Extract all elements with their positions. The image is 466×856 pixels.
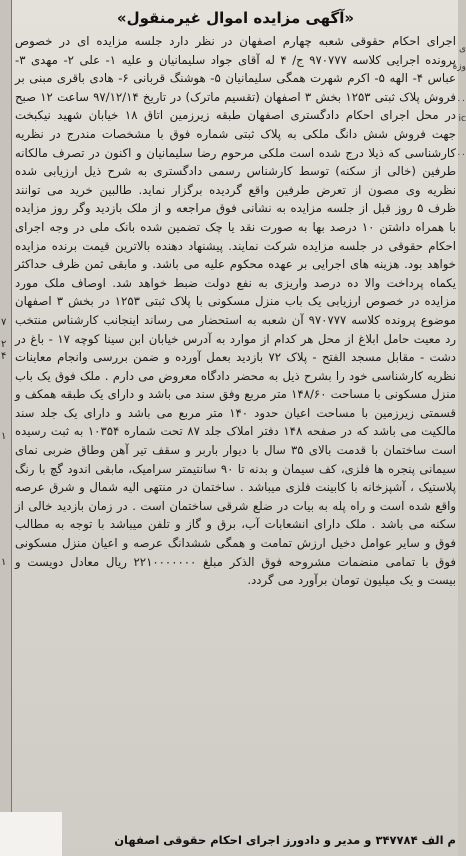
margin-digit: ۱ (1, 557, 7, 568)
margin-digit: ۷ (1, 317, 7, 328)
margin-fragment: ۰۰ (456, 150, 466, 160)
margin-fragment: ic (458, 114, 466, 124)
notice-headline: «آگهی مزایده اموال غیرمنقول» (116, 9, 355, 27)
margin-fragment: ۰۰ (456, 96, 466, 106)
margin-digit: ۲ (1, 339, 7, 350)
auction-notice (15, 6, 456, 854)
blank-corner (0, 812, 62, 856)
column-rule (11, 0, 12, 856)
margin-fragment: وزه (452, 62, 466, 72)
adjacent-column-right (452, 0, 466, 856)
notice-body: اجرای احکام حقوقی شعبه چهارم اصفهان در نظر دارد جلسه مزایده ای در خصوص پرونده اجرایی کلاسه ۹۷۰۷۷۷ ج/ ۴ له آقای جواد سلیمانیان و علیه ۱- علی ۲- مهدی ۳- عباس ۴- الهه ۵- اکرم شهرت همگی سلیمانیان ۵- هوشنگ قربانی ۶- هادی باقری مبنی بر فروش پلاک ثبتی ۱۲۵۳ بخش ۳ اصفهان (تقسیم ماترک) در تاریخ ۹۷/۱۲/۱۴ ساعت ۱۲ صبح در محل اجرای احکام دادگستری اصفهان طبقه زیرزمین اتاق ۱۸ خیابان شهید نیکبخت جهت فروش شش دانگ ملکی به پلاک ثبتی شماره فوق با مشخصات مندرج در نظریه کارشناسی که ذیلا درج شده است ملکی مرحوم رضا سلیمانیان و اکنون در تصرف مالکانه طرفین (خالی از سکنه) توسط کارشناس رسمی دادگستری به شرح ذیل ارزیابی شده نظریه وی مصون از تعرض طرفین واقع گردیده برگزار نماید. طالبین خرید می توانند ظرف ۵ روز قبل از جلسه مزایده به نشانی فوق مراجعه و از ملک بازدید وگر روز مزایده با همراه داشتن ۱۰ درصد بها به صورت نقد یا چک تضمین شده بانک ملی در وجه اجرای احکام حقوقی در جلسه مزایده شرکت نمایند. پیشنهاد دهنده بالاترین قیمت برنده مزایده خواهد بود. هزینه های اجرایی بر عهده محکوم علیه می باشد. و مابقی ثمن ظرف حداکثر یکماه پرداخت والا ده درصد واریزی به نفع دولت ضبط خواهد شد. اوصاف ملک مورد مزایده در خصوص ارزیابی یک باب منزل مسکونی با پلاک ثبتی ۱۲۵۳ در بخش ۳ اصفهان موضوع پرونده کلاسه ۹۷۰۷۷۷ آن شعبه به استحضار می رساند اینجانب کارشناس منتخب رد معیت حامل ابلاغ از محل هر کدام از موارد به آدرس خیابان ابن سینا کوچه ۱۷ - باغ در دشت - مقابل مسجد الفتح - پلاک ۷۲ بازدید بعمل آورده و ضمن بررسی وانجام معاینات نظریه کارشناسی خود را بشرح ذیل به محضر دادگاه معروض می دارم . ملک فوق یک باب منزل مسکونی با مساحت ۱۴۸/۶۰ متر مربع وفق سند می باشد و دارای یک طبقه همکف و قسمتی زیرزمین با مساحت اعیان حدود ۱۴۰ متر مربع می باشد و دارای یک جلد سند مالکیت می باشد که در صفحه ۱۴۸ دفتر املاک جلد ۸۷ تحت شماره ۱۰۳۵۴ به ثبت رسیده است ساختمان با قدمت بالای ۳۵ سال با دیوار باربر و سقف تیر آهن وطاق ضربی نمای سیمانی پنجره ها فلزی، کف سیمان و بدنه تا ۹۰ سانتیمتر سرامیک، مابقی اندود گچ با رنگ پلاستیک ، آشپزخانه با کابینت فلزی میباشد . ساختمان در منتهی الیه شمال و شرق عرصه واقع شده است و راه پله به بیات در ضلع شرقی ساختمان است . در زمان بازدید خالی از سکنه می باشد . ملک دارای انشعابات آب، برق و گاز و تلفن میباشد با توجه به مطالب فوق و سایر عوامل دخیل ارزش تمامت و همگی ششدانگ عرصه و اعیان منزل مسکونی فوق با تمامی منضمات مشروحه فوق الذکر مبلغ ۲۲۱۰۰۰۰۰۰۰ ریال معادل دویست و بیست و یک میلیون تومان برآورد می گردد. (14, 34, 457, 588)
margin-digit: ۱ (1, 431, 7, 442)
margin-fragment: ی (458, 44, 466, 54)
margin-digit: ۴ (1, 351, 7, 362)
notice-signature: م الف ۳۴۷۷۸۴ و مدیر و دادورز اجرای احکام حقوقی اصفهان (114, 833, 456, 847)
